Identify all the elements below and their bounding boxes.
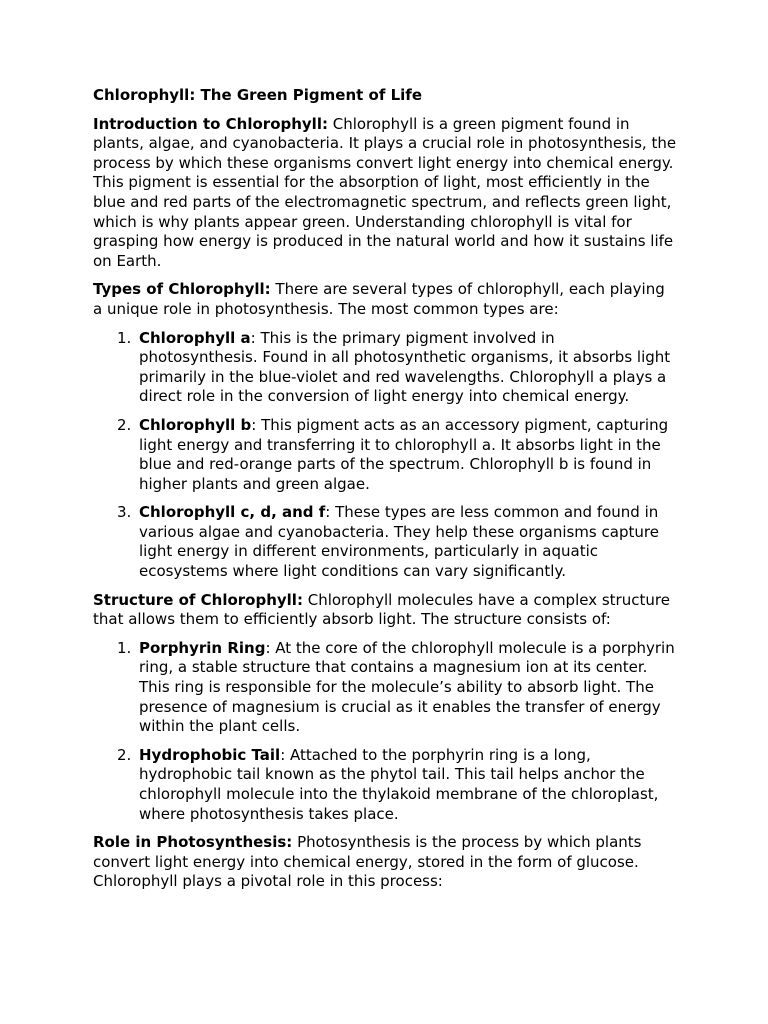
list-item bbox=[93, 503, 677, 581]
list-item bbox=[93, 746, 677, 824]
role-heading: Role in Photosynthesis: bbox=[93, 833, 293, 852]
list-item-text: : Attached to the porphyrin ring is a long, hydrophobic tail known as the phytol tail. This tail helps anchor the chlorophyll molecule into the thylakoid membrane of the chloroplast, where photosynthesis takes place. bbox=[139, 745, 659, 823]
document-body bbox=[93, 86, 677, 901]
document-title: Chlorophyll: The Green Pigment of Life bbox=[93, 86, 422, 104]
list-number: 3. bbox=[117, 503, 132, 522]
types-list bbox=[93, 329, 677, 582]
list-item-text: : At the core of the chlorophyll molecule is a porphyrin ring, a stable structure that contains a magnesium ion at its center. This ring is responsible for the molecule’s ability to absorb light. The presence of magnesium is crucial as it enables the transfer of energy within the plant cells. bbox=[139, 638, 675, 736]
intro-text: Chlorophyll is a green pigment found in plants, algae, and cyanobacteria. It plays a crucial role in photosynthesis, the process by which these organisms convert light energy into chemical energy. This pigment is essential for the absorption of light, most efficiently in the blue and red parts of the electromagnetic spectrum, and reflects green light, which is why plants appear green. Understanding chlorophyll is vital for grasping how energy is produced in the natural world and how it sustains life on Earth. bbox=[93, 114, 677, 270]
role-paragraph bbox=[93, 833, 677, 892]
intro-paragraph bbox=[93, 115, 677, 272]
list-number: 2. bbox=[117, 745, 132, 764]
role-text: Photosynthesis is the process by which plants convert light energy into chemical energy, stored in the form of glucose. Chlorophyll plays a pivotal role in this process: bbox=[93, 833, 642, 891]
list-item-term: Chlorophyll c, d, and f bbox=[139, 503, 326, 522]
list-number: 2. bbox=[117, 415, 132, 434]
list-item-term: Chlorophyll a bbox=[139, 328, 251, 347]
types-paragraph bbox=[93, 280, 677, 319]
list-item bbox=[93, 329, 677, 407]
list-number: 1. bbox=[117, 328, 132, 347]
list-item-term: Chlorophyll b bbox=[139, 415, 252, 434]
structure-paragraph bbox=[93, 591, 677, 630]
list-item bbox=[93, 416, 677, 494]
list-item-text: : This pigment acts as an accessory pigment, capturing light energy and transferring it to chlorophyll a. It absorbs light in the blue and red-orange parts of the spectrum. Chlorophyll b is found in higher plants and green algae. bbox=[139, 415, 669, 493]
list-item-text: : These types are less common and found in various algae and cyanobacteria. They help these organisms capture light energy in different environments, particularly in aquatic ecosystems where light conditions can vary significantly. bbox=[139, 503, 659, 581]
types-text: There are several types of chlorophyll, each playing a unique role in photosynthesis. The most common types are: bbox=[93, 280, 665, 318]
list-number: 1. bbox=[117, 638, 132, 657]
list-item bbox=[93, 639, 677, 737]
structure-text: Chlorophyll molecules have a complex structure that allows them to efficiently absorb light. The structure consists of: bbox=[93, 590, 670, 629]
structure-list bbox=[93, 639, 677, 824]
list-item-text: : This is the primary pigment involved in photosynthesis. Found in all photosynthetic organisms, it absorbs light primarily in the blue-violet and red wavelengths. Chlorophyll a plays a direct role in the conversion of light energy into chemical energy. bbox=[139, 328, 671, 406]
list-item-term: Porphyrin Ring bbox=[139, 638, 266, 657]
list-item-term: Hydrophobic Tail bbox=[139, 745, 281, 764]
types-heading: Types of Chlorophyll: bbox=[93, 280, 271, 299]
intro-heading: Introduction to Chlorophyll: bbox=[93, 114, 328, 133]
structure-heading: Structure of Chlorophyll: bbox=[93, 590, 303, 609]
